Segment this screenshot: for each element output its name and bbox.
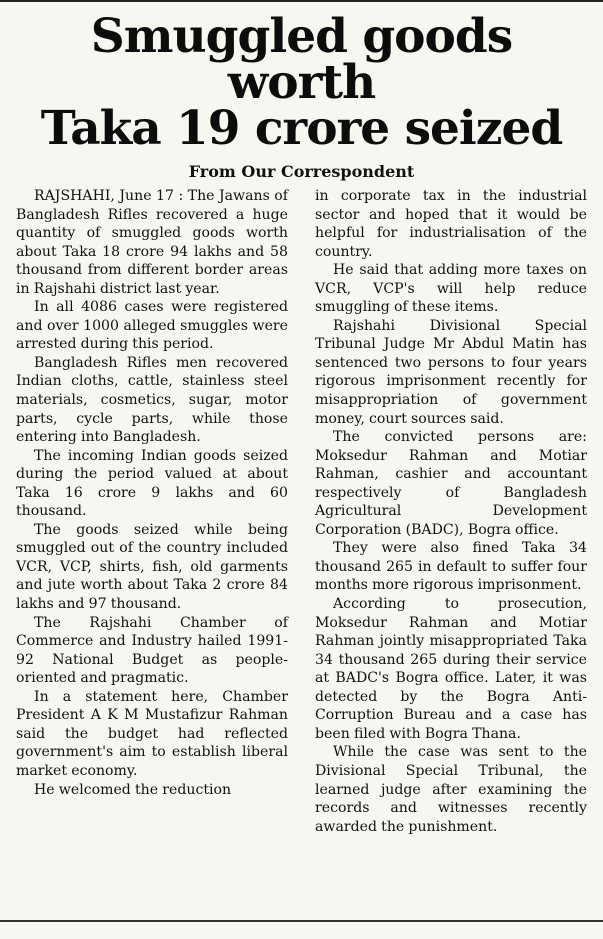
paragraph: He said that adding more taxes on VCR, VCP's will help reduce smuggling of these items. [315,262,587,316]
paragraph: The convicted persons are: Moksedur Rahman and Motiar Rahman, cashier and accountant respectively of Bangladesh Agricultural Development Corporation (BADC), Bogra office. [315,429,587,538]
paragraph: They were also fined Taka 34 thousand 265 in default to suffer four months more rigorous imprisonment. [315,540,587,594]
paragraph: The goods seized while being smuggled out of the country included VCR, VCP, shirts, fish, old garments and jute worth about Taka 2 crore 84 lakhs and 97 thousand. [16,521,288,613]
headline [10,0,593,156]
article-body [10,187,593,836]
headline-line-1: Smuggled goods worth [90,9,513,110]
paragraph: He welcomed the reduction [34,781,232,798]
top-rule [0,0,603,2]
paragraph: While the case was sent to the Divisional Special Tribunal, the learned judge after examining the records and witnesses recently awarded the punishment. [315,744,587,835]
headline-line-2: Taka 19 crore seized [40,101,563,156]
paragraph: According to prosecution, Moksedur Rahman and Motiar Rahman jointly misappropriated Taka 34 thousand 265 during their service at BADC's Bogra office. Later, it was detected by the Bogra Anti-Corruption Bureau and a case has been filed with Bogra Thana. [315,596,587,742]
paragraph: The Rajshahi Chamber of Commerce and Industry hailed 1991-92 National Budget as people-oriented and pragmatic. [16,614,288,687]
paragraph: The incoming Indian goods seized during the period valued at about Taka 16 crore 9 lakhs and 60 thousand. [16,447,288,520]
paragraph: In all 4086 cases were registered and over 1000 alleged smuggles were arrested during this period. [16,299,288,353]
paragraph: Bangladesh Rifles men recovered Indian cloths, cattle, stainless steel materials, cosmetics, sugar, motor parts, cycle parts, while those entering into Bangladesh. [16,354,288,446]
paragraph: in corporate tax in the industrial sector and hoped that it would be helpful for industrialisation of the country. [315,188,587,260]
left-column [16,187,288,836]
byline: From Our Correspondent [188,162,415,181]
paragraph: Rajshahi Divisional Special Tribunal Judge Mr Abdul Matin has sentenced two persons to four years rigorous imprisonment recently for misappropriation of government money, court sources said. [315,317,587,427]
paragraph: RAJSHAHI, June 17 : The Jawans of Bangladesh Rifles recovered a huge quantity of smuggled goods worth about Taka 18 crore 94 lakhs and 58 thousand from different border areas in Rajshahi district last year. [16,188,288,297]
right-column [315,187,587,836]
paragraph: In a statement here, Chamber President A K M Mustafizur Rahman said the budget had reflected government's aim to establish liberal market economy. [16,688,288,779]
bottom-rule [0,920,603,922]
